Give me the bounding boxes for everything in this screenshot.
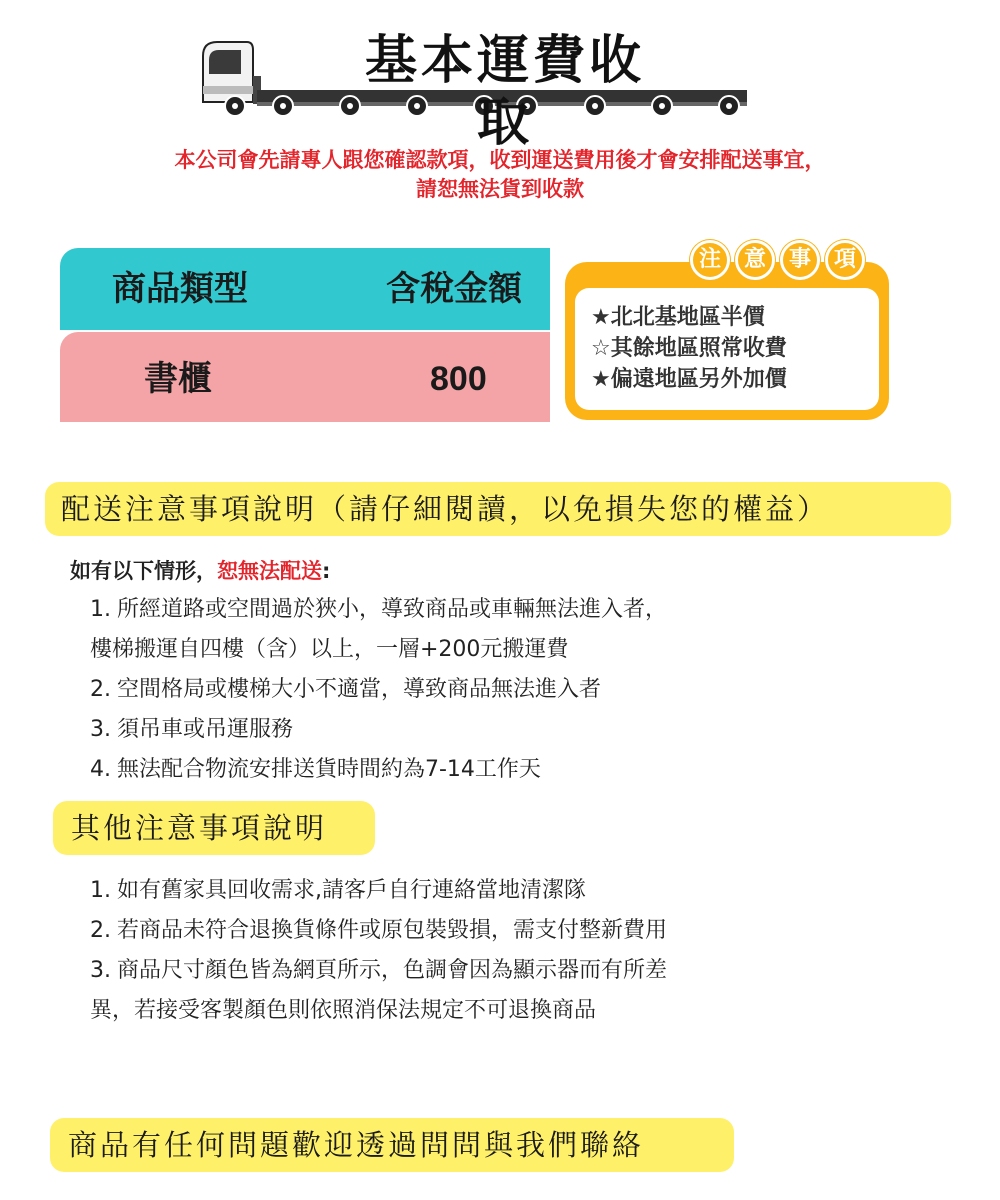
attention-line: ★偏遠地區另外加價 bbox=[591, 367, 787, 392]
attention-line: ☆其餘地區照常收費 bbox=[591, 336, 787, 361]
attention-tag-char: 意 bbox=[735, 240, 775, 280]
list-item bbox=[90, 670, 667, 710]
col-tax-price: 含稅金額 bbox=[386, 269, 522, 309]
delivery-condition-heading bbox=[70, 556, 330, 586]
list-item bbox=[90, 911, 667, 951]
price-table bbox=[60, 248, 550, 422]
attention-tag-char: 注 bbox=[690, 240, 730, 280]
contact-banner: 商品有任何問題歡迎透過問問與我們聯絡 bbox=[50, 1118, 734, 1172]
item-number: 1. bbox=[90, 597, 111, 622]
item-number: 1. bbox=[90, 878, 111, 903]
attention-line: ★北北基地區半價 bbox=[591, 305, 765, 330]
list-item bbox=[90, 951, 667, 991]
item-number: 3. bbox=[90, 717, 111, 742]
item-number: 4. bbox=[90, 757, 111, 782]
list-item bbox=[90, 710, 667, 750]
row-tax-price: 800 bbox=[430, 360, 487, 398]
row-product-type: 書櫃 bbox=[144, 359, 212, 399]
item-text: 若商品未符合退換貨條件或原包裝毀損，需支付整新費用 bbox=[117, 918, 668, 943]
col-product-type: 商品類型 bbox=[112, 269, 248, 309]
other-notes-banner: 其他注意事項說明 bbox=[53, 801, 375, 855]
delivery-list bbox=[90, 590, 667, 790]
payment-notice-line1: 本公司會先請專人跟您確認款項，收到運送費用後才會安排配送事宜， bbox=[174, 148, 826, 172]
item-text: 須吊車或吊運服務 bbox=[117, 717, 294, 742]
list-item bbox=[90, 871, 667, 911]
price-table-header bbox=[60, 248, 550, 330]
cond-suffix: : bbox=[322, 559, 331, 583]
attention-box bbox=[565, 262, 889, 420]
cond-red: 恕無法配送 bbox=[217, 559, 322, 583]
item-number: 2. bbox=[90, 677, 111, 702]
attention-tag-char: 項 bbox=[825, 240, 865, 280]
payment-notice bbox=[60, 146, 940, 204]
list-item bbox=[90, 590, 667, 630]
item-text: 空間格局或樓梯大小不適當，導致商品無法進入者 bbox=[117, 677, 602, 702]
item-text: 異，若接受客製顏色則依照消保法規定不可退換商品 bbox=[90, 998, 597, 1023]
list-item bbox=[90, 750, 667, 790]
item-number: 2. bbox=[90, 918, 111, 943]
item-text: 無法配合物流安排送貨時間約為7-14工作天 bbox=[117, 757, 541, 782]
other-list bbox=[90, 871, 667, 1031]
page-title: 基本運費收取 bbox=[364, 30, 645, 153]
list-item-continuation bbox=[90, 630, 667, 670]
item-number: 3. bbox=[90, 958, 111, 983]
delivery-notes-banner: 配送注意事項說明（請仔細閱讀，以免損失您的權益） bbox=[45, 482, 951, 536]
header bbox=[195, 30, 755, 153]
item-text: 樓梯搬運自四樓（含）以上，一層+200元搬運費 bbox=[90, 637, 569, 662]
attention-tag-char: 事 bbox=[780, 240, 820, 280]
item-text: 所經道路或空間過於狹小，導致商品或車輛無法進入者， bbox=[117, 597, 668, 622]
list-item-continuation bbox=[90, 991, 667, 1031]
item-text: 如有舊家具回收需求,請客戶自行連絡當地清潔隊 bbox=[117, 878, 586, 903]
attention-lines bbox=[591, 302, 787, 395]
price-table-row bbox=[60, 332, 550, 422]
attention-inner bbox=[575, 288, 879, 410]
item-text: 商品尺寸顏色皆為網頁所示，色調會因為顯示器而有所差 bbox=[117, 958, 668, 983]
cond-prefix: 如有以下情形， bbox=[70, 559, 217, 583]
payment-notice-line2: 請恕無法貨到收款 bbox=[416, 177, 584, 201]
